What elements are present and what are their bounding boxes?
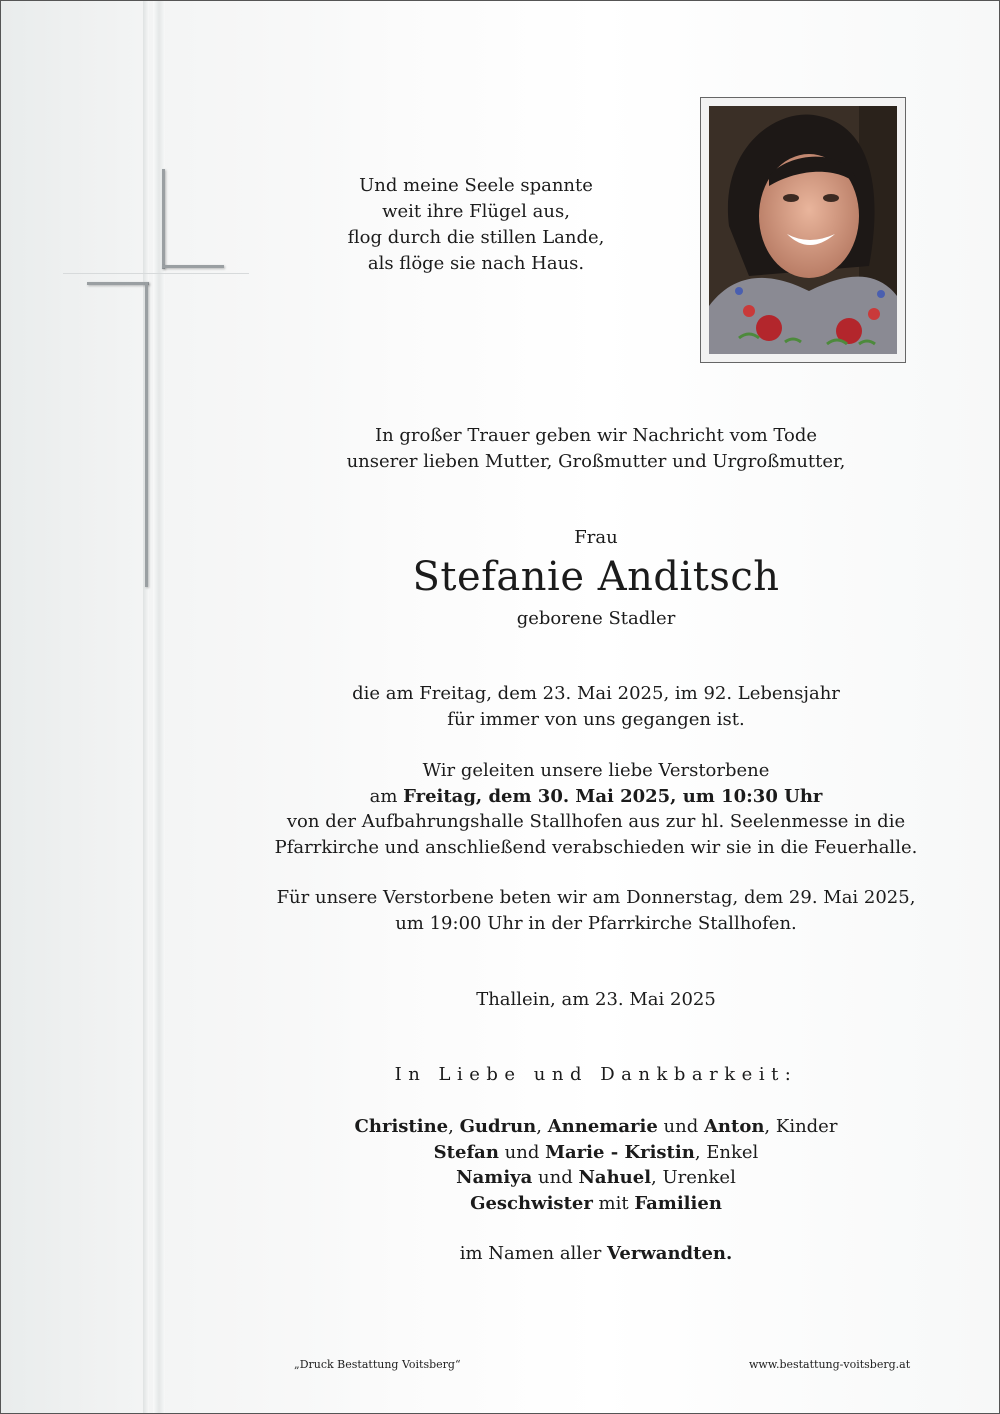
- death-notice-line: die am Freitag, dem 23. Mai 2025, im 92. Lebensjahr: [352, 683, 840, 704]
- funeral-line: Wir geleiten unsere liebe Verstorbene: [422, 760, 770, 781]
- portrait-photo: [709, 106, 897, 354]
- intro-text: [191, 423, 1000, 474]
- family-sep: ,: [536, 1116, 548, 1137]
- birth-name: geborene Stadler: [516, 608, 676, 629]
- family-name: Nahuel: [578, 1167, 652, 1188]
- closing-line: [191, 1241, 1000, 1267]
- death-notice: [191, 681, 1000, 732]
- family-relation: , Enkel: [694, 1141, 759, 1163]
- portrait-illustration: [709, 106, 897, 354]
- prayer-line: um 19:00 Uhr in der Pfarrkirche Stallhofen.: [395, 912, 797, 934]
- place-date: Thallein, am 23. Mai 2025: [476, 989, 716, 1010]
- family-name: Annemarie: [547, 1116, 658, 1137]
- family-name: Familien: [634, 1192, 722, 1214]
- intro-line: In großer Trauer geben wir Nachricht vom Tode: [374, 425, 818, 446]
- family-name: Stefan: [433, 1141, 499, 1163]
- funeral-date: Freitag, dem 30. Mai 2025, um 10:30 Uhr: [403, 785, 823, 807]
- deceased-name: Stefanie Anditsch: [412, 554, 780, 600]
- background-stripe-left: [143, 1, 149, 1413]
- prayer-line: Für unsere Verstorbene beten wir am Donnerstag, dem 29. Mai 2025,: [276, 887, 916, 908]
- family-sep: und: [657, 1116, 704, 1137]
- family-relation: , Urenkel: [651, 1167, 736, 1188]
- family-name: Anton: [703, 1116, 765, 1137]
- funeral-line: von der Aufbahrungshalle Stallhofen aus zur hl. Seelenmesse in die: [286, 811, 906, 832]
- closing-relatives: Verwandten.: [607, 1243, 733, 1264]
- family-name: Gudrun: [459, 1116, 537, 1137]
- family-name: Christine: [354, 1116, 449, 1137]
- family-siblings: [191, 1191, 1000, 1217]
- verse-line: weit ihre Flügel aus,: [382, 201, 570, 222]
- footer-printer: „Druck Bestattung Voitsberg“: [294, 1358, 461, 1371]
- verse-line: flog durch die stillen Lande,: [347, 227, 605, 248]
- family-sep: und: [498, 1141, 546, 1163]
- family-sep: und: [532, 1167, 579, 1188]
- family-children: [191, 1114, 1000, 1140]
- closing-prefix: im Namen aller: [459, 1243, 608, 1264]
- family-name: Geschwister: [470, 1192, 593, 1214]
- prayer-notice: [191, 885, 1000, 936]
- family-sep: mit: [592, 1192, 635, 1214]
- family-name: Namiya: [456, 1167, 533, 1188]
- funeral-date-line: [191, 784, 1000, 810]
- funeral-date-prefix: am: [369, 785, 404, 807]
- verse: [331, 173, 621, 277]
- family-sep: ,: [448, 1116, 460, 1137]
- verse-line: Und meine Seele spannte: [359, 175, 593, 196]
- family-name: Marie - Kristin: [545, 1141, 695, 1163]
- family-list: [191, 1114, 1000, 1216]
- death-notice-line: für immer von uns gegangen ist.: [447, 708, 745, 730]
- family-grandchildren: [191, 1140, 1000, 1166]
- verse-line: als flöge sie nach Haus.: [367, 253, 585, 274]
- intro-line: unserer lieben Mutter, Großmutter und Urgroßmutter,: [346, 450, 846, 472]
- gratitude-heading: In Liebe und Dankbarkeit:: [394, 1064, 798, 1085]
- family-great-grandchildren: [191, 1165, 1000, 1191]
- funeral-details: [191, 758, 1000, 860]
- footer-website[interactable]: www.bestattung-voitsberg.at: [749, 1358, 911, 1371]
- family-relation: , Kinder: [764, 1116, 838, 1137]
- portrait-frame: [700, 97, 906, 363]
- funeral-line: Pfarrkirche und anschließend verabschieden wir sie in die Feuerhalle.: [274, 836, 918, 858]
- salutation: Frau: [574, 527, 618, 548]
